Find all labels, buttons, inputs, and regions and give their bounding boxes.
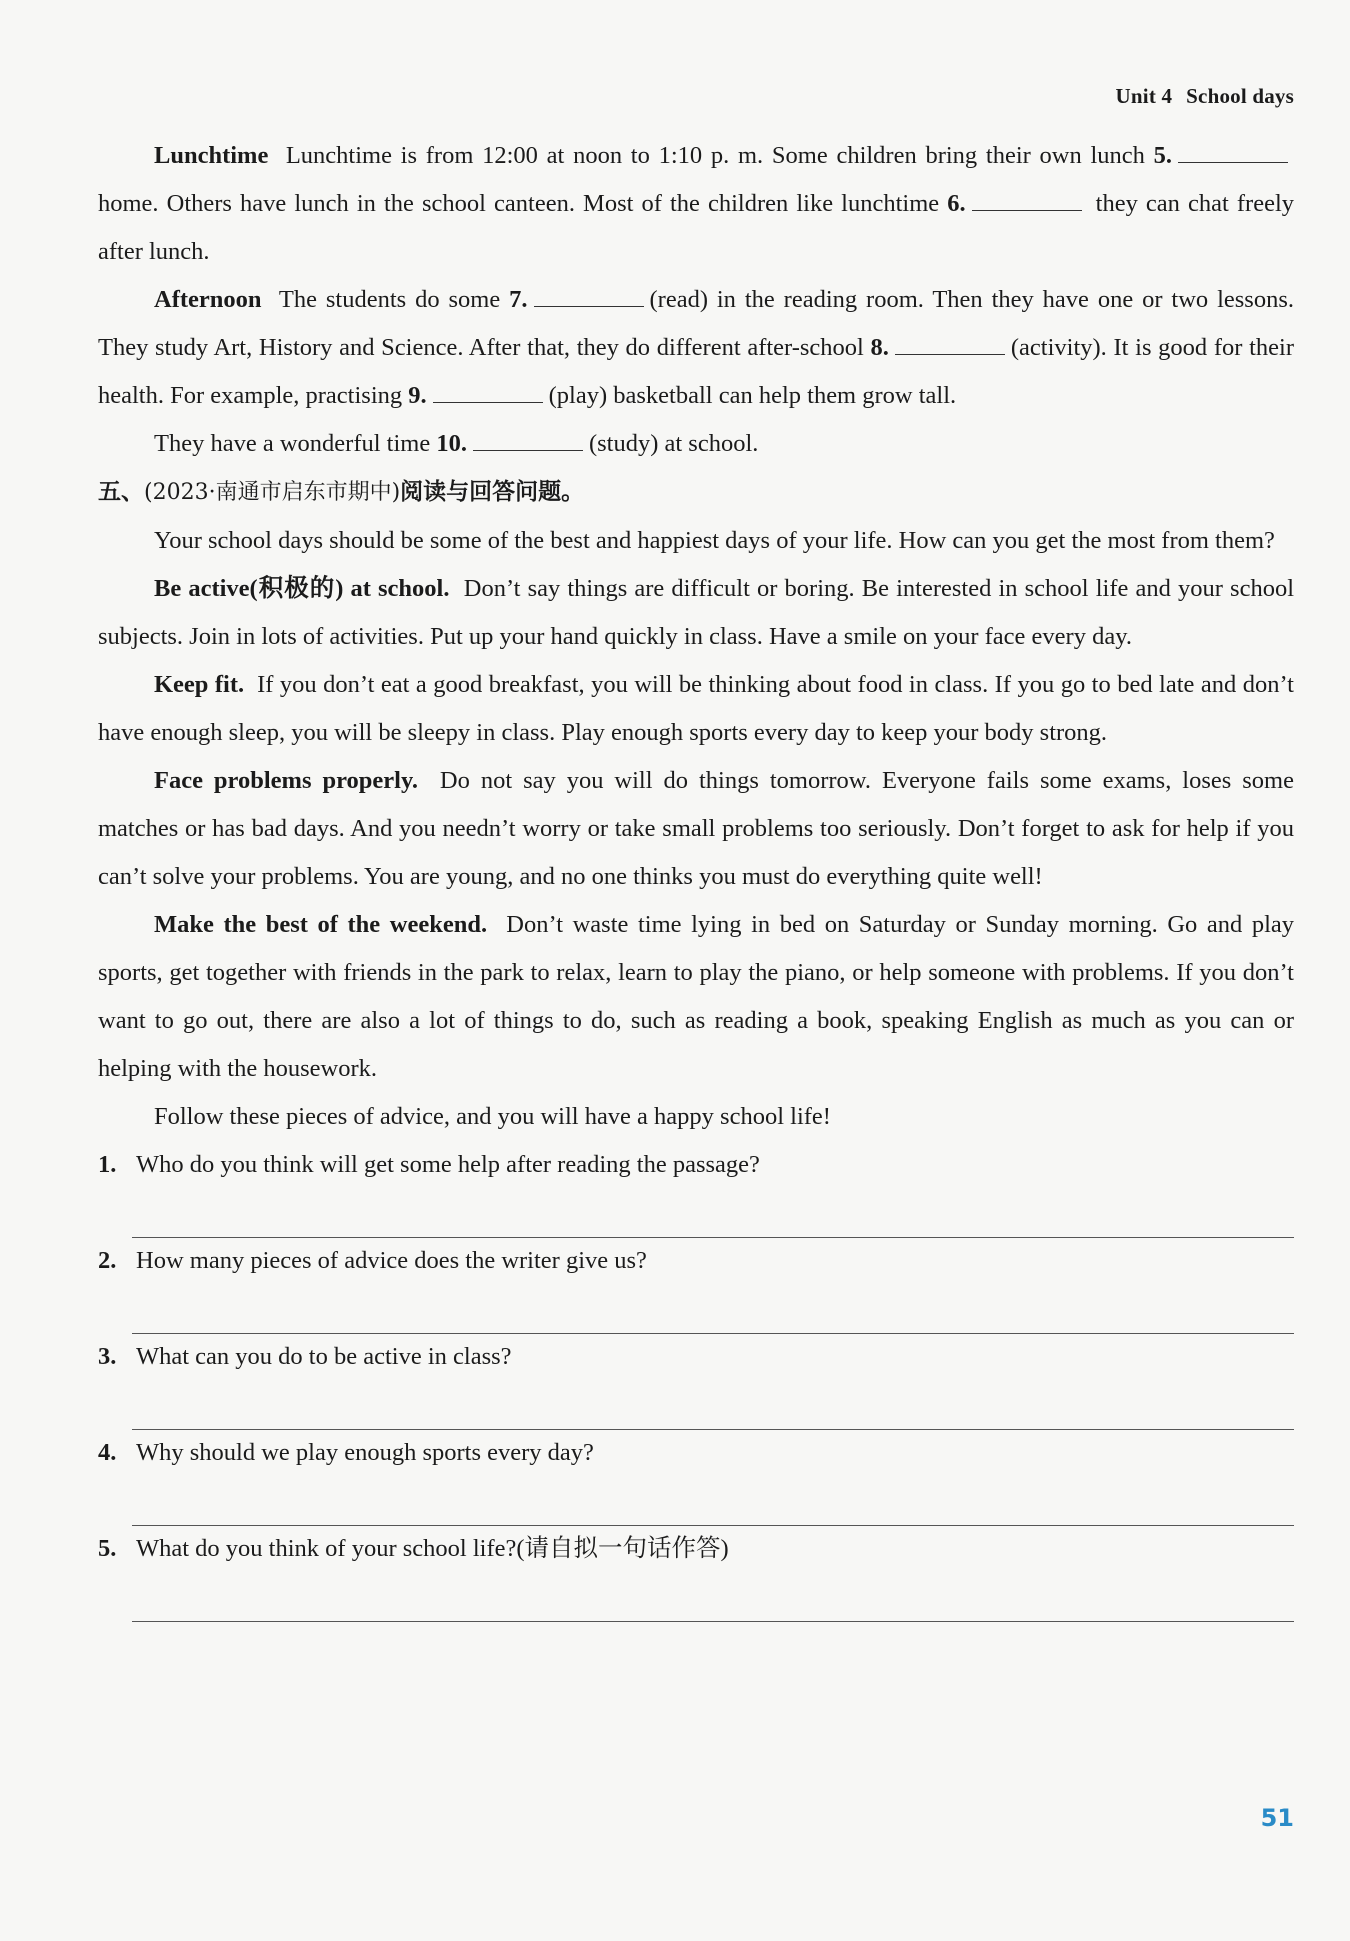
blank-number-5: 5. <box>1153 142 1172 169</box>
blank-number-8: 8. <box>870 334 889 361</box>
question-text: What do you think of your school life?(请自拟一句话作答) <box>136 1535 729 1562</box>
question-1 <box>98 1141 1294 1237</box>
question-2 <box>98 1237 1294 1333</box>
label-afternoon: Afternoon <box>154 286 262 313</box>
question-text: How many pieces of advice does the writer give us? <box>136 1247 647 1274</box>
page-number: 51 <box>1260 1804 1294 1832</box>
question-number: 1. <box>98 1151 117 1178</box>
answer-line-4[interactable] <box>132 1477 1294 1526</box>
unit-title: School days <box>1186 84 1294 108</box>
paragraph-weekend: Make the best of the weekend. Don’t waste time lying in bed on Saturday or Sunday morning. Go and play sports, get together with friends in the park to relax, learn to play the piano, or help someone with problems. If you don’t want to go out, there are also a lot of things to do, such as reading a book, speaking English as much as you can or helping with the housework. <box>98 911 1295 1082</box>
paragraph-face-problems: Face problems properly. Do not say you will do things tomorrow. Everyone fails some exams, loses some matches or has bad days. And you needn’t worry or take small problems too seriously. Don’t forget to ask for help if you can’t solve your problems. You are young, and no one thinks you must do everything quite well! <box>98 767 1294 890</box>
reading-closing: Follow these pieces of advice, and you will have a happy school life! <box>154 1103 831 1130</box>
answer-line-3[interactable] <box>132 1381 1294 1430</box>
section-source: (2023·南通市启东市期中) <box>144 480 401 505</box>
question-number: 3. <box>98 1343 117 1370</box>
question-text: What can you do to be active in class? <box>136 1343 512 1370</box>
blank-7[interactable] <box>534 284 644 307</box>
paragraph-afternoon: Afternoon The students do some 7. (read) in the reading room. Then they have one or two lessons. They study Art, History and Science. After that, they do different after-school 8. (activity). It is good for their health. For example, practising 9. (play) basketball can help them grow tall. <box>98 286 1294 409</box>
paragraph-lunchtime: Lunchtime Lunchtime is from 12:00 at noon to 1:10 p. m. Some children bring their own lunch 5. home. Others have lunch in the school canteen. Most of the children like lunchtime 6. they can chat freely after lunch. <box>98 142 1295 265</box>
question-number: 2. <box>98 1247 117 1274</box>
question-5 <box>98 1525 1294 1621</box>
label-be-active: Be active(积极的) at school. <box>154 575 450 602</box>
page-header <box>1116 84 1294 109</box>
answer-line-2[interactable] <box>132 1285 1294 1334</box>
answer-line-5[interactable] <box>132 1573 1294 1622</box>
blank-number-9: 9. <box>408 382 427 409</box>
blank-5[interactable] <box>1178 140 1288 163</box>
blank-number-7: 7. <box>509 286 528 313</box>
label-keep-fit: Keep fit. <box>154 671 245 698</box>
label-face-problems: Face problems properly. <box>154 767 418 794</box>
label-weekend: Make the best of the weekend. <box>154 911 488 938</box>
question-text: Who do you think will get some help after reading the passage? <box>136 1151 760 1178</box>
question-3 <box>98 1333 1294 1429</box>
question-text: Why should we play enough sports every day? <box>136 1439 594 1466</box>
blank-10[interactable] <box>473 428 583 451</box>
question-number: 5. <box>98 1535 117 1562</box>
question-number: 4. <box>98 1439 117 1466</box>
blank-9[interactable] <box>433 380 543 403</box>
answer-line-1[interactable] <box>132 1189 1294 1238</box>
paragraph-keep-fit: Keep fit. If you don’t eat a good breakfast, you will be thinking about food in class. If you go to bed late and don’t have enough sleep, you will be sleepy in class. Play enough sports every day to keep your body strong. <box>98 671 1294 746</box>
blank-number-10: 10. <box>436 430 467 457</box>
label-lunchtime: Lunchtime <box>154 142 269 169</box>
question-4 <box>98 1429 1294 1525</box>
unit-label: Unit 4 <box>1115 84 1173 108</box>
section-five-title: 五、(2023·南通市启东市期中)阅读与回答问题。 <box>98 479 585 505</box>
blank-number-6: 6. <box>947 190 966 217</box>
reading-intro: Your school days should be some of the best and happiest days of your life. How can you get the most from them? <box>154 527 1275 554</box>
paragraph-be-active: Be active(积极的) at school. Don’t say things are difficult or boring. Be interested in school life and your school subjects. Join in lots of activities. Put up your hand quickly in class. Have a smile on your face every day. <box>98 575 1295 650</box>
blank-8[interactable] <box>895 332 1005 355</box>
blank-6[interactable] <box>972 188 1082 211</box>
paragraph-wonderful-time: They have a wonderful time 10. (study) at school. <box>154 430 759 457</box>
page-content <box>98 132 1294 1621</box>
